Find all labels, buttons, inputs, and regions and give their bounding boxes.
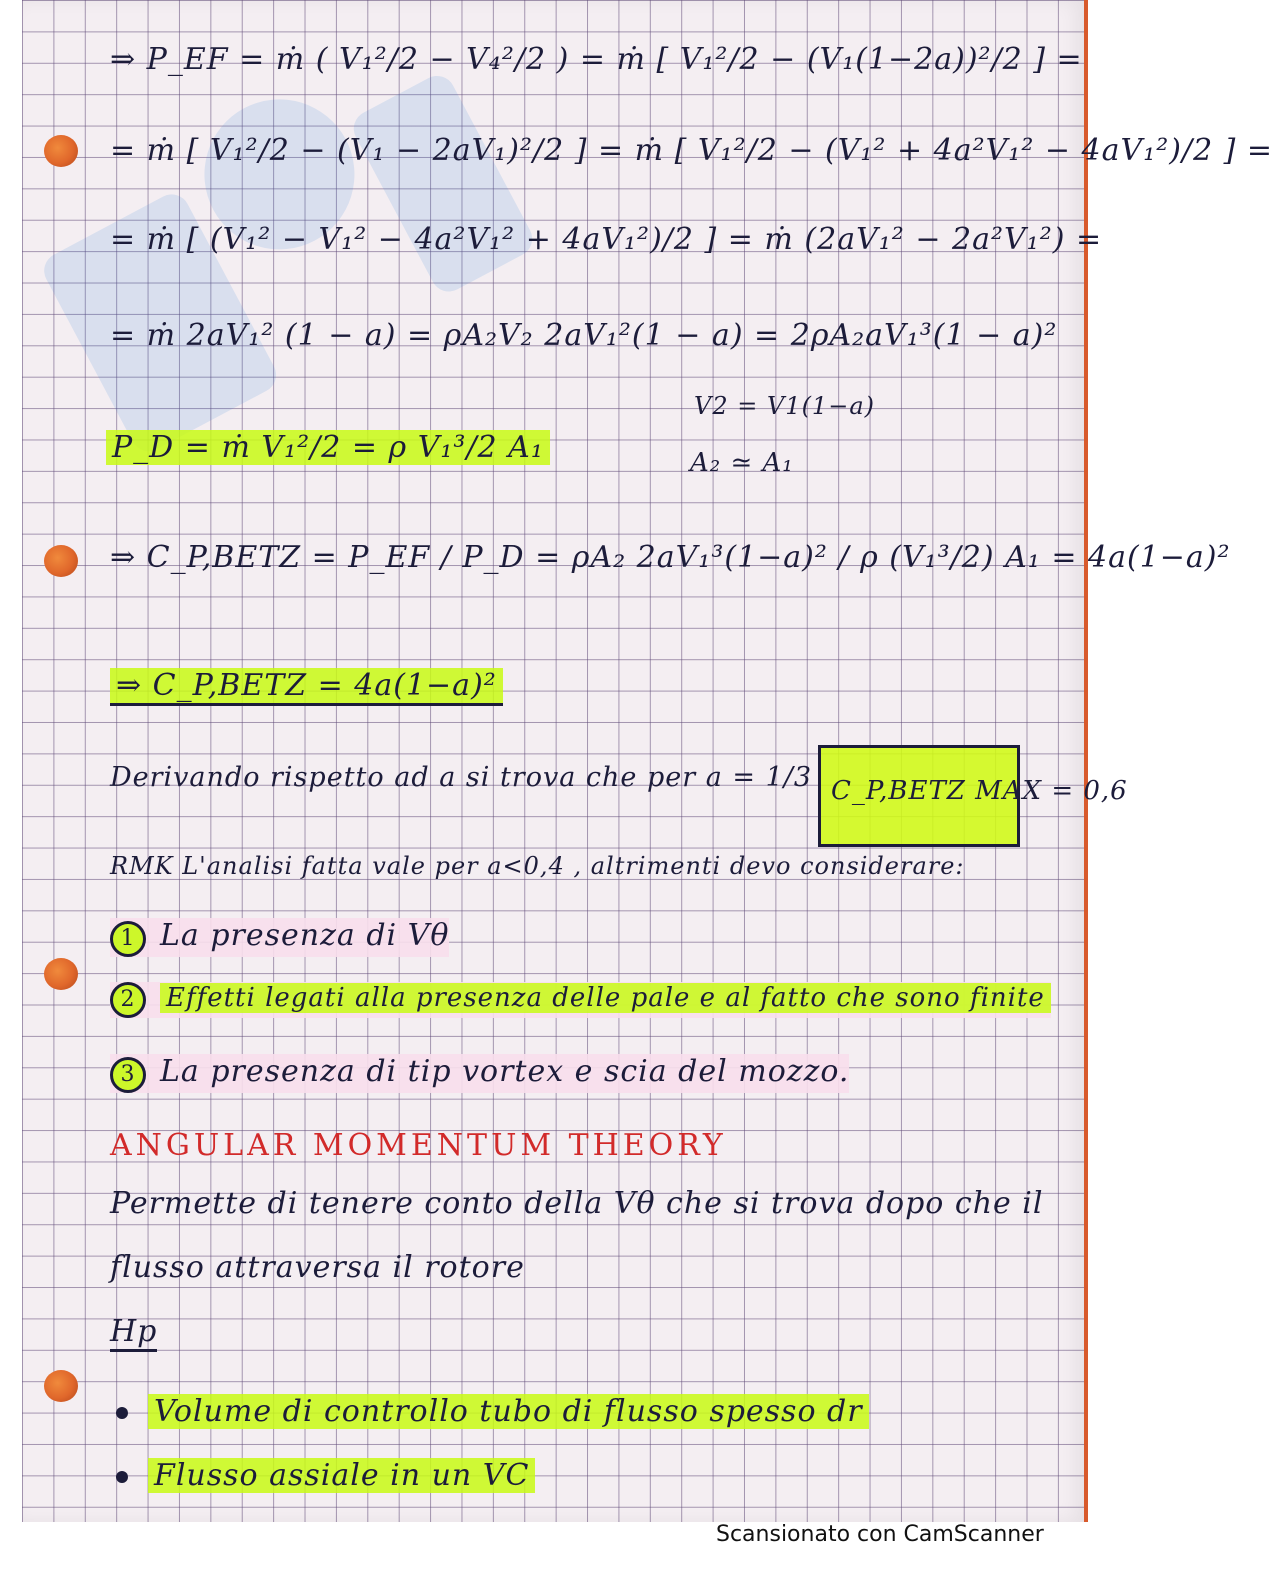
derivando-line: Derivando rispetto ad a si trova che per a = 1/3 — [110, 762, 813, 793]
bullet-dot — [116, 1407, 128, 1419]
bullet-item-1 — [116, 1394, 869, 1429]
binder-hole — [44, 1370, 78, 1402]
equation-line-2: = ṁ [ V₁²/2 − (V₁ − 2aV₁)²/2 ] = ṁ [ V₁²/2 − (V₁² + 4a²V₁² − 4aV₁²)/2 ] = — [110, 133, 1273, 168]
equation-line-4: = ṁ 2aV₁² (1 − a) = ρA₂V₂ 2aV₁²(1 − a) = 2ρA₂aV₁³(1 − a)² — [110, 318, 1058, 353]
paragraph-line-2: flusso attraversa il rotore — [110, 1250, 525, 1285]
item-text-3: La presenza di tip vortex e scia del mozzo. — [160, 1054, 850, 1089]
cp-betz-derivation: ⇒ C_P,BETZ = P_EF / P_D = ρA₂ 2aV₁³(1−a)² / ρ (V₁³/2) A₁ = 4a(1−a)² — [110, 540, 1231, 575]
cp-max-box — [818, 745, 1128, 847]
list-item-2 — [110, 982, 1051, 1018]
scanner-watermark: Scansionato con CamScanner — [716, 1522, 1044, 1547]
item-text-1: La presenza di Vθ — [160, 918, 450, 953]
item-number-1: 1 — [110, 921, 146, 957]
binder-hole — [44, 135, 78, 167]
item-text-2: Effetti legati alla presenza delle pale e al fatto che sono finite — [160, 983, 1051, 1013]
equation-line-3: = ṁ [ (V₁² − V₁² − 4a²V₁² + 4aV₁²)/2 ] = ṁ (2aV₁² − 2a²V₁²) = — [110, 222, 1103, 257]
binder-hole — [44, 958, 78, 990]
v2-note: V2 = V1(1−a) — [694, 392, 875, 420]
item-number-3: 3 — [110, 1057, 146, 1093]
pd-formula: P_D = ṁ V₁²/2 = ρ V₁³/2 A₁ — [106, 430, 550, 465]
bullet-dot — [116, 1471, 128, 1483]
bullet-text-1: Volume di controllo tubo di flusso spesso dr — [148, 1394, 869, 1429]
item-number-2: 2 — [110, 982, 146, 1018]
list-item-1 — [110, 918, 449, 957]
list-item-3 — [110, 1054, 849, 1093]
cp-max-value: C_P,BETZ MAX = 0,6 — [831, 776, 1128, 806]
binder-hole — [44, 545, 78, 577]
cp-betz-result: ⇒ C_P,BETZ = 4a(1−a)² — [110, 668, 503, 706]
paragraph-line-1: Permette di tenere conto della Vθ che si trova dopo che il — [110, 1186, 1044, 1221]
section-heading: ANGULAR MOMENTUM THEORY — [110, 1128, 727, 1163]
a2-note: A₂ ≃ A₁ — [690, 448, 794, 478]
rmk-line: RMK L'analisi fatta vale per a<0,4 , altrimenti devo considerare: — [110, 852, 965, 880]
bullet-text-2: Flusso assiale in un VC — [148, 1458, 535, 1493]
hypothesis-label: Hp — [110, 1314, 157, 1352]
notebook-page — [22, 0, 1273, 1522]
bullet-item-2 — [116, 1458, 535, 1493]
equation-line-1: ⇒ P_EF = ṁ ( V₁²/2 − V₄²/2 ) = ṁ [ V₁²/2 − (V₁(1−2a))²/2 ] = — [110, 42, 1083, 77]
